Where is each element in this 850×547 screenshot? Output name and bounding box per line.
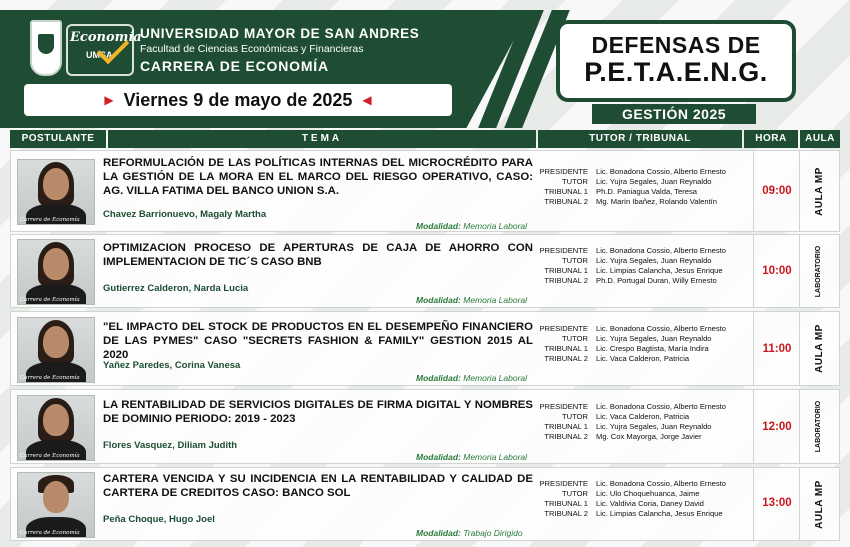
title-line-1: DEFENSAS DE: [591, 32, 761, 58]
student-name: Chavez Barrionuevo, Magaly Martha: [103, 209, 267, 220]
tribunal-row: TUTOR Lic. Yujra Segales, Juan Reynaldo: [561, 177, 712, 186]
column-header-tema: TEMA: [108, 130, 536, 148]
room: AULA MP: [813, 324, 825, 373]
room: LABORATORIO: [815, 245, 823, 297]
table-row: [10, 234, 840, 308]
tribunal-row: TUTOR Lic. Ulo Choquehuanca, Jaime: [561, 489, 700, 498]
tribunal-row: TRIBUNAL 2 Mg. Cox Mayorga, Jorge Javier: [544, 432, 702, 441]
arrow-left-icon: ◀: [362, 93, 372, 107]
student-photo: Carrera de Economía: [17, 395, 95, 461]
tribunal-row: TRIBUNAL 2 Ph.D. Portugal Duran, Willy Ernesto: [544, 276, 717, 285]
tribunal-row: PRESIDENTE Lic. Bonadona Cossio, Alberto Ernesto: [539, 479, 727, 488]
tribunal-list: [538, 402, 750, 442]
table-row: [10, 150, 840, 232]
university-crest-logo: [30, 20, 62, 76]
modalidad: Modalidad: Memoria Laboral: [416, 373, 528, 383]
gestion-badge: GESTIÓN 2025: [592, 104, 756, 124]
tribunal-list: [538, 479, 750, 519]
student-photo: Carrera de Economía: [17, 239, 95, 305]
career-name: CARRERA DE ECONOMÍA: [140, 58, 329, 74]
tribunal-row: TRIBUNAL 2 Lic. Limpias Calancha, Jesus Enrique: [544, 509, 723, 518]
event-date: Viernes 9 de mayo de 2025: [123, 89, 353, 110]
thesis-title: LA RENTABILIDAD DE SERVICIOS DIGITALES DE FIRMA DIGITAL Y NOMBRES DE DOMINIO PERIODO: 2019 - 2023: [103, 399, 533, 425]
column-header-aula: AULA: [800, 130, 840, 148]
tribunal-row: TRIBUNAL 1 Lic. Limpias Calancha, Jesus Enrique: [544, 266, 723, 275]
tribunal-row: TUTOR Lic. Yujra Segales, Juan Reynaldo: [561, 256, 712, 265]
tribunal-row: PRESIDENTE Lic. Bonadona Cossio, Alberto Ernesto: [539, 402, 727, 411]
thesis-title: REFORMULACIÓN DE LAS POLÍTICAS INTERNAS DEL MICROCRÉDITO PARA LA GESTIÓN DE LA MORA EN EL MARCO DEL RIESGO OPERATIVO, CASO: AG. VILLA FATIMA DEL BANCO UNION S.A.: [103, 157, 533, 197]
defense-time: 12:00: [762, 421, 792, 433]
column-header-postulante: POSTULANTE: [10, 130, 106, 148]
defense-time: 11:00: [762, 343, 792, 355]
tribunal-row: TRIBUNAL 1 Lic. Yujra Segales, Juan Reynaldo: [544, 422, 712, 431]
tribunal-row: TRIBUNAL 2 Mg. Marín Ibañez, Rolando Valentín: [544, 197, 718, 206]
modalidad: Modalidad: Memoria Laboral: [416, 295, 528, 305]
student-name: Flores Vasquez, Diliam Judith: [103, 440, 238, 451]
student-name: Gutierrez Calderon, Narda Lucia: [103, 283, 249, 294]
date-banner: [24, 84, 452, 116]
tribunal-row: PRESIDENTE Lic. Bonadona Cossio, Alberto Ernesto: [539, 167, 727, 176]
tribunal-list: [538, 246, 750, 286]
economia-logo: [66, 24, 142, 76]
thesis-title: "EL IMPACTO DEL STOCK DE PRODUCTOS EN EL DESEMPEÑO FINANCIERO DE LAS PYMES" CASO "SECRETS FASHION & FAMILY" GESTION 2015 AL 2020: [103, 321, 533, 361]
logo-sub: UMSA: [86, 50, 113, 60]
tribunal-row: TUTOR Lic. Yujra Segales, Juan Reynaldo: [561, 334, 712, 343]
tribunal-row: PRESIDENTE Lic. Bonadona Cossio, Alberto Ernesto: [539, 324, 727, 333]
student-photo: Carrera de Economía: [17, 472, 95, 538]
table-row: [10, 311, 840, 386]
student-name: Yañez Paredes, Corina Vanesa: [103, 360, 241, 371]
defense-time: 13:00: [762, 497, 792, 509]
tribunal-row: TRIBUNAL 2 Lic. Vaca Calderon, Patricia: [544, 354, 690, 363]
modalidad: Modalidad: Memoria Laboral: [416, 221, 528, 231]
tribunal-list: [538, 167, 750, 207]
tribunal-row: TRIBUNAL 1 Lic. Valdivia Coria, Daney David: [544, 499, 704, 508]
thesis-title: CARTERA VENCIDA Y SU INCIDENCIA EN LA RENTABILIDAD Y CALIDAD DE CARTERA DE CREDITOS CASO: BANCO SOL: [103, 473, 533, 499]
student-photo: Carrera de Economía: [17, 317, 95, 383]
tribunal-row: TRIBUNAL 1 Lic. Crespo Bagtista, María Indira: [544, 344, 709, 353]
defense-time: 10:00: [762, 265, 792, 277]
student-name: Peña Choque, Hugo Joel: [103, 514, 215, 525]
table-row: [10, 467, 840, 541]
tribunal-row: PRESIDENTE Lic. Bonadona Cossio, Alberto Ernesto: [539, 246, 727, 255]
tribunal-list: [538, 324, 750, 364]
tribunal-row: TUTOR Lic. Vaca Calderon, Patricia: [561, 412, 690, 421]
modalidad: Modalidad: Memoria Laboral: [416, 452, 528, 462]
university-name: UNIVERSIDAD MAYOR DE SAN ANDRES: [140, 26, 420, 41]
table-row: [10, 389, 840, 464]
column-header-tutor: TUTOR / TRIBUNAL: [538, 130, 742, 148]
logo-word: Economía: [70, 30, 142, 45]
modalidad: Modalidad: Trabajo Dirigido: [416, 528, 523, 538]
faculty-name: Facultad de Ciencias Económicas y Financieras: [140, 43, 364, 55]
title-box: [556, 20, 796, 102]
thesis-title: OPTIMIZACION PROCESO DE APERTURAS DE CAJA DE AHORRO CON IMPLEMENTACION DE TIC´S CASO BNB: [103, 242, 533, 268]
arrow-right-icon: ▶: [104, 93, 114, 107]
student-photo: Carrera de Economía: [17, 159, 95, 225]
title-line-2: P.E.T.A.E.N.G.: [584, 57, 768, 87]
defense-time: 09:00: [762, 185, 792, 197]
room: LABORATORIO: [815, 400, 823, 453]
column-header-hora: HORA: [744, 130, 798, 148]
room: AULA MP: [813, 479, 825, 529]
tribunal-row: TRIBUNAL 1 Ph.D. Paniagua Valda, Teresa: [544, 187, 698, 196]
room: AULA MP: [813, 166, 825, 216]
